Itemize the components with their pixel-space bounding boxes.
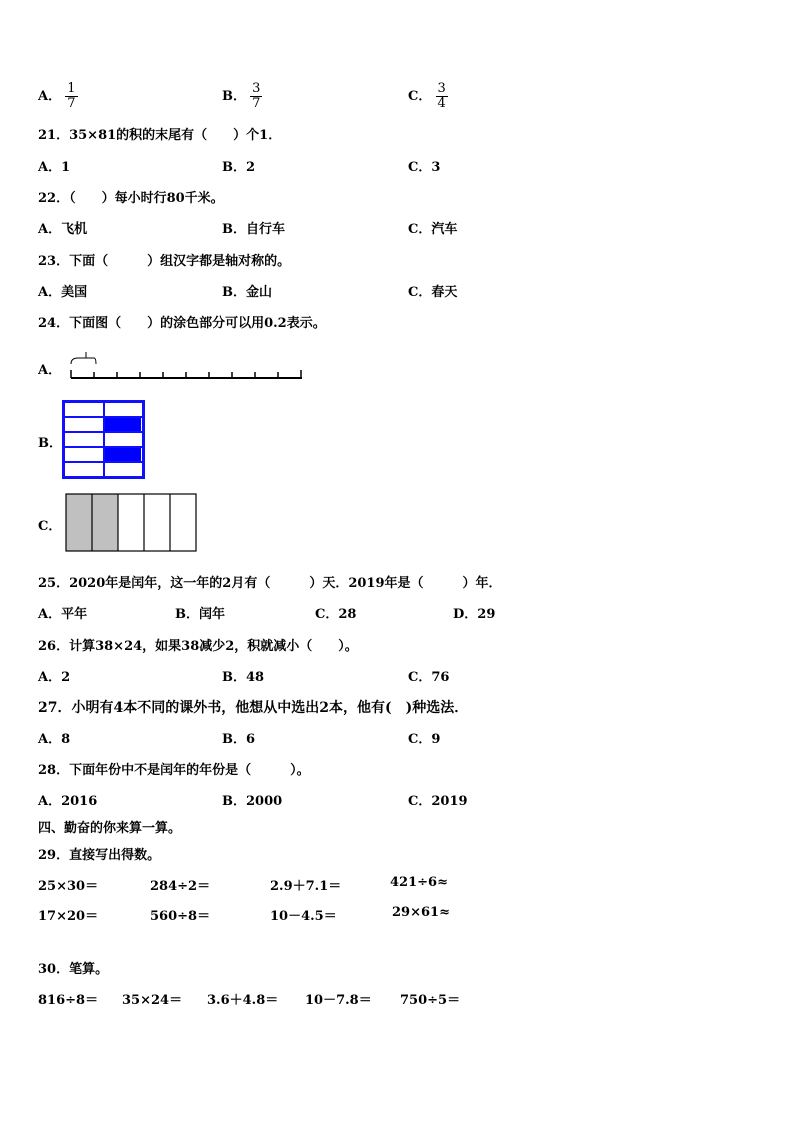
option-c-label[interactable]: C． bbox=[38, 519, 62, 534]
calc-item: 10－4.5＝ bbox=[270, 909, 337, 924]
calc-item: 750÷5＝ bbox=[400, 993, 461, 1008]
fraction: $\frac{1}{7}$ bbox=[67, 81, 76, 111]
question-29: 29．直接写出得数。 bbox=[38, 848, 161, 863]
strip-figure bbox=[64, 492, 198, 553]
question-21: 21．35×81的积的末尾有（ ）个1． bbox=[38, 128, 282, 143]
option-label: A． bbox=[38, 89, 62, 104]
calc-item: 3.6＋4.8＝ bbox=[207, 993, 279, 1008]
option-b[interactable]: B．6 bbox=[222, 732, 256, 747]
brace-mark bbox=[71, 352, 96, 364]
option-a[interactable]: A．8 bbox=[38, 732, 71, 747]
option-d[interactable]: D．29 bbox=[453, 607, 496, 622]
option-c[interactable]: C．3 bbox=[408, 160, 441, 175]
calc-item: 421÷6≈ bbox=[390, 875, 448, 890]
option-c[interactable]: C．汽车 bbox=[408, 222, 458, 237]
option-label: B． bbox=[222, 89, 246, 104]
option-c[interactable]: C．9 bbox=[408, 732, 441, 747]
question-23: 23．下面（ ）组汉字都是轴对称的。 bbox=[38, 254, 291, 269]
fraction: $\frac{3}{7}$ bbox=[252, 81, 261, 111]
question-24: 24．下面图（ ）的涂色部分可以用0.2表示。 bbox=[38, 316, 326, 331]
option-c[interactable]: C．2019 bbox=[408, 794, 468, 809]
question-25: 25．2020年是闰年，这一年的2月有（ ）天．2019年是（ ）年． bbox=[38, 576, 502, 591]
fraction: $\frac{3}{4}$ bbox=[437, 81, 446, 111]
number-line-figure bbox=[66, 350, 306, 384]
option-b-label[interactable]: B． bbox=[38, 436, 62, 451]
option-b-q20[interactable] bbox=[222, 82, 262, 111]
option-c[interactable]: C．76 bbox=[408, 670, 450, 685]
calc-item: 17×20＝ bbox=[38, 909, 99, 924]
option-a[interactable]: A．平年 bbox=[38, 607, 88, 622]
option-c[interactable]: C．春天 bbox=[408, 285, 458, 300]
question-26: 26．计算38×24，如果38减少2，积就减小（ ）。 bbox=[38, 639, 358, 654]
option-a[interactable]: A．1 bbox=[38, 160, 71, 175]
option-label: C． bbox=[408, 89, 432, 104]
calc-item: 2.9＋7.1＝ bbox=[270, 879, 342, 894]
shaded-cell bbox=[104, 418, 141, 431]
question-28: 28．下面年份中不是闰年的年份是（ ）。 bbox=[38, 763, 310, 778]
calc-item: 560÷8＝ bbox=[150, 909, 211, 924]
option-a[interactable]: A．美国 bbox=[38, 285, 88, 300]
tick-marks bbox=[71, 370, 301, 378]
option-a[interactable]: A．2 bbox=[38, 670, 71, 685]
option-c[interactable]: C．28 bbox=[315, 607, 357, 622]
shaded-cell bbox=[104, 448, 141, 461]
grid-figure bbox=[62, 400, 146, 480]
option-a[interactable]: A．2016 bbox=[38, 794, 98, 809]
option-b[interactable]: B．2000 bbox=[222, 794, 283, 809]
option-a-label[interactable]: A． bbox=[38, 363, 62, 378]
option-a[interactable]: A．飞机 bbox=[38, 222, 88, 237]
option-b[interactable]: B．48 bbox=[222, 670, 265, 685]
shaded-part bbox=[66, 494, 92, 551]
option-b[interactable]: B．金山 bbox=[222, 285, 272, 300]
section-title: 四、勤奋的你来算一算。 bbox=[38, 821, 182, 836]
option-b[interactable]: B．闰年 bbox=[175, 607, 225, 622]
question-27: 27．小明有4本不同的课外书，他想从中选出2本，他有( )种选法． bbox=[38, 700, 469, 716]
calc-item: 816÷8＝ bbox=[38, 993, 99, 1008]
option-b[interactable]: B．自行车 bbox=[222, 222, 285, 237]
option-c-q20[interactable] bbox=[408, 82, 448, 111]
shaded-part bbox=[92, 494, 118, 551]
question-22: 22．（ ）每小时行80千米。 bbox=[38, 191, 224, 206]
option-a-q20[interactable] bbox=[38, 82, 78, 111]
calc-item: 35×24＝ bbox=[122, 993, 183, 1008]
calc-item: 284÷2＝ bbox=[150, 879, 211, 894]
calc-item: 10－7.8＝ bbox=[305, 993, 372, 1008]
calc-item: 29×61≈ bbox=[392, 905, 450, 920]
question-30: 30．笔算。 bbox=[38, 962, 109, 977]
calc-item: 25×30＝ bbox=[38, 879, 99, 894]
option-b[interactable]: B．2 bbox=[222, 160, 256, 175]
